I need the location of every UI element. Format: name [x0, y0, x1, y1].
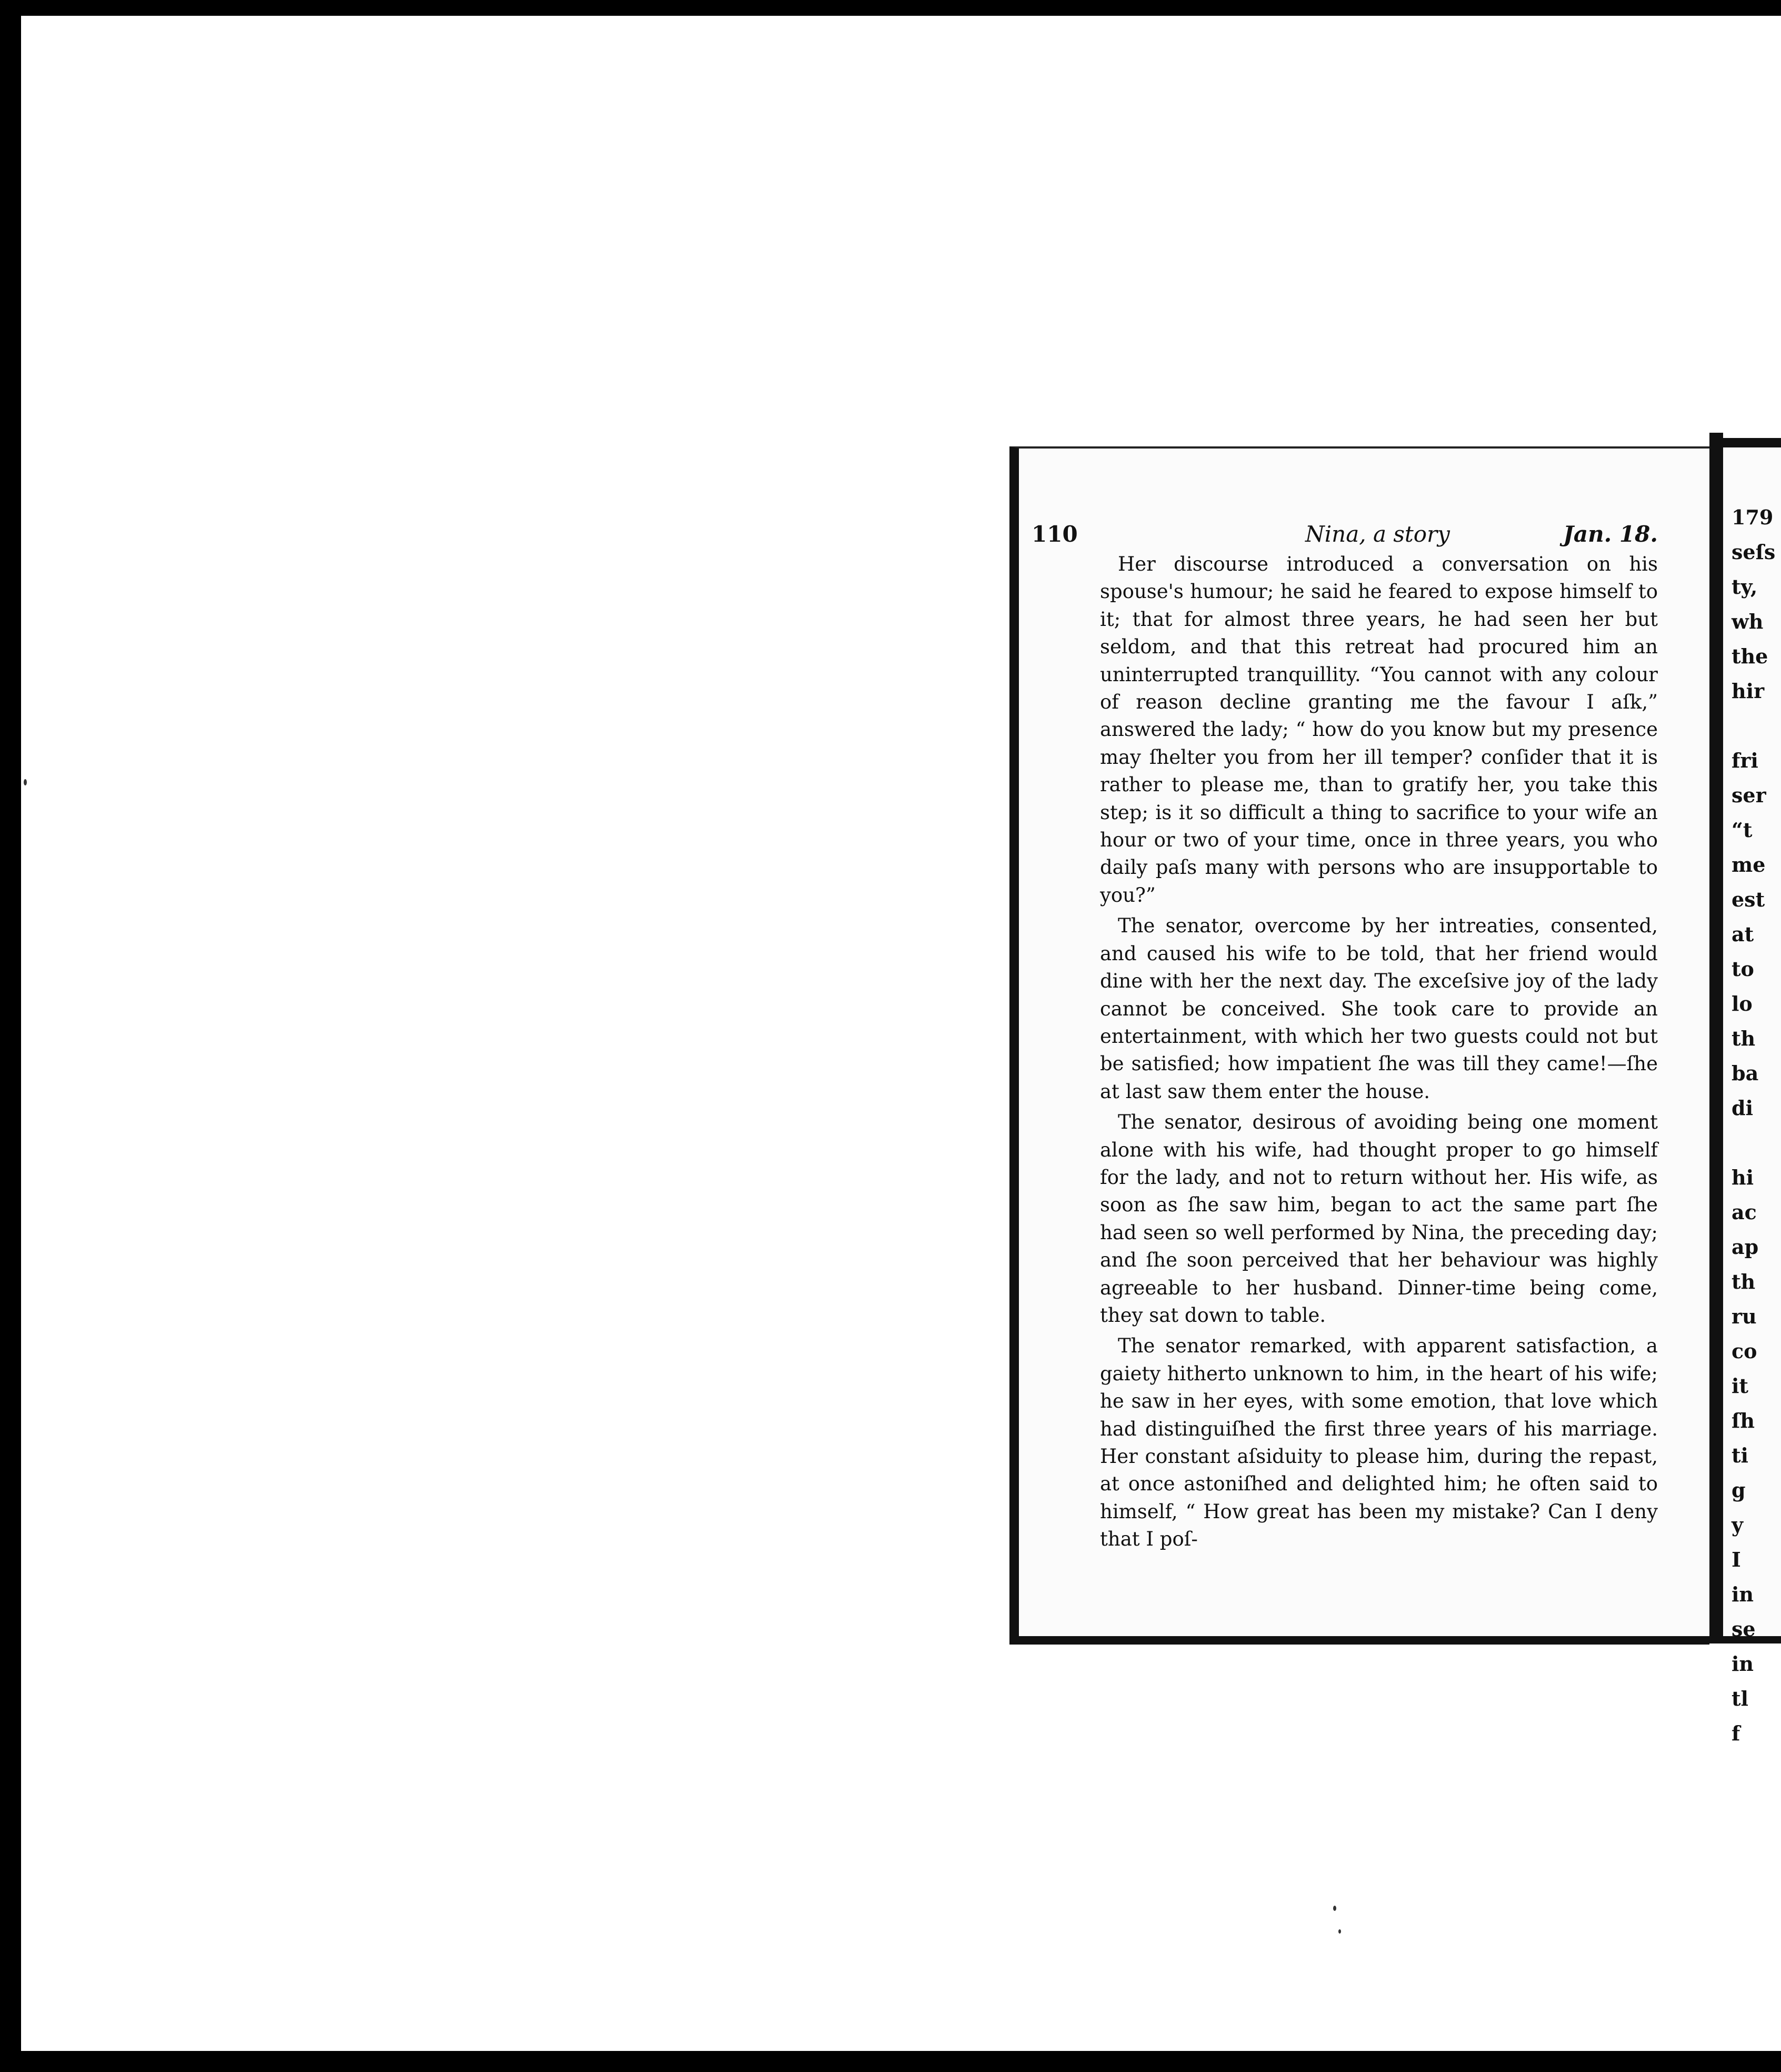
book-spine — [1709, 433, 1723, 1643]
scan-speck — [24, 779, 27, 785]
right-page-fragments: 179 seſs ty, wh the hir fri ser “t me est at to lo th ba di hi ac ap th ru co it ſh ti g y I in se in tl f — [1732, 505, 1776, 1745]
paragraph-1 — [1100, 551, 1658, 909]
paragraph-text: Her discourse introduced a conversation on his spouse's humour; he said he feared to expose himself to it; that for almost three years, he had seen her but seldom, and that this retreat had procured him an uninterrupted tranquillity. “You cannot with any colour of reason decline granting me the favour I aſk,” answered the lady; “ how do you know but my presence may ſhelter you from her ill temper? conſider that it is rather to please me, than to gratify her, you take this step; is it so difficult a thing to sacrifice to your wife an hour or two of your time, once in three years, you who daily paſs many with persons who are insupportable to you?” — [1100, 553, 1658, 906]
paragraph-3 — [1100, 1109, 1658, 1329]
scan-speck — [1338, 1929, 1341, 1934]
paragraph-text: The senator, overcome by her intreaties, consented, and caused his wife to be told, that her friend would dine with her the next day. The exceſsive joy of the lady cannot be conceived. She took care to provide an entertainment, with which her two guests could not but be satisfied; how impatient ſhe was till they came!—ſhe at last saw them enter the house. — [1100, 914, 1658, 1103]
paragraph-4 — [1100, 1332, 1658, 1553]
paragraph-text: The senator remarked, with apparent satisfaction, a gaiety hitherto unknown to him, in the heart of his wife; he saw in her eyes, with some emotion, that love which had distinguiſhed the first three years of his marriage. Her constant aſsiduity to please him, during the repast, at once astoniſhed and delighted him; he often said to himself, “ How great has been my mistake? Can I deny that I poſ- — [1100, 1334, 1658, 1551]
page-number: 110 — [1032, 521, 1078, 547]
running-date: Jan. 18. — [1563, 521, 1658, 547]
running-title: Nina, a story — [1305, 521, 1450, 547]
page-body — [1100, 551, 1658, 1553]
scan-speck — [1333, 1906, 1336, 1911]
running-head — [1032, 521, 1658, 553]
paragraph-text: The senator, desirous of avoiding being one moment alone with his wife, had thought proper to go himself for the lady, and not to return without her. His wife, as soon as ſhe saw him, began to act the same part ſhe had seen so well performed by Nina, the preceding day; and ſhe soon perceived that her behaviour was highly agreeable to her husband. Dinner-time being come, they sat down to table. — [1100, 1111, 1658, 1327]
paragraph-2 — [1100, 912, 1658, 1105]
